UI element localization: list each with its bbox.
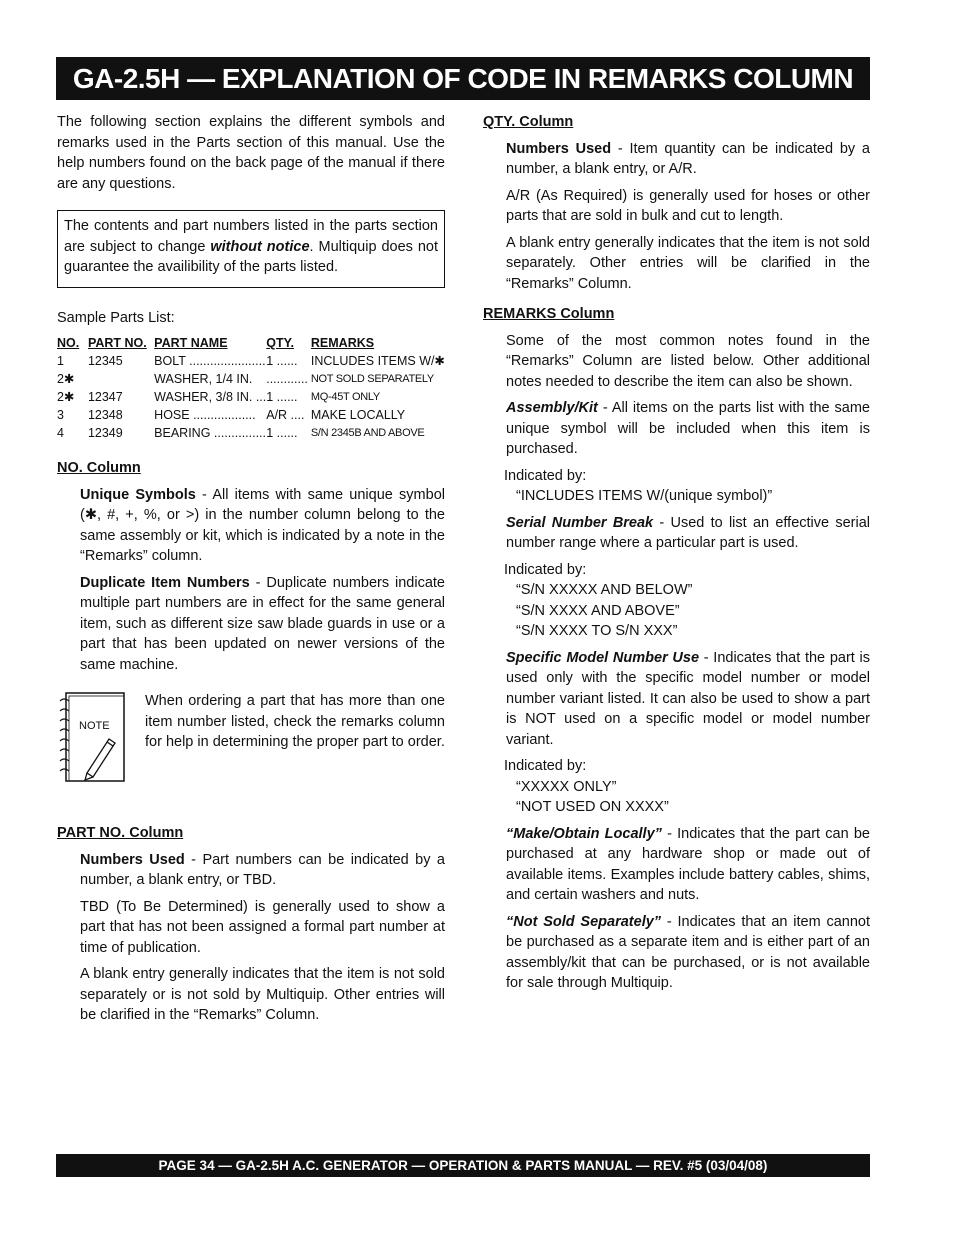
not-sold-separately-text: - Indicates that an item cannot be purchased as a separate item and is either part of an assembly/kit that can be purchased, or is not available for sale through Multiquip. (506, 913, 871, 991)
cell-remarks: INCLUDES ITEMS W/✱ (310, 354, 445, 368)
cell-part-name: BEARING ............... (154, 426, 267, 440)
serial-number-text: - Used to list an effective serial number range where a particular part is used. (506, 514, 870, 551)
part-no-column-heading: PART NO. Column (57, 825, 184, 841)
make-locally-label: “Make/Obtain Locally” (506, 825, 662, 842)
part-blank-entry-paragraph: A blank entry generally indicates that the item is not sold separately or is not sold by Multiquip. Other entries will be clarified in the “Remarks” Column. (80, 966, 445, 1023)
part-numbers-used-label: Numbers Used (80, 851, 185, 868)
serial-indicated-by (504, 560, 870, 642)
qty-column-heading: QTY. Column (483, 114, 574, 130)
cell-remarks: MAKE LOCALLY (310, 408, 406, 422)
cell-qty: 1 ...... (266, 390, 298, 404)
header-remarks: REMARKS (310, 336, 375, 350)
duplicate-numbers-label: Duplicate Item Numbers (80, 574, 250, 591)
cell-part-no (88, 370, 154, 388)
notepad-icon (57, 691, 127, 783)
cell-no: 2✱ (57, 372, 75, 386)
assembly-indicated-by (504, 466, 870, 507)
duplicate-numbers-text: - Duplicate numbers indicate multiple part numbers are in effect for the same general item, such as different size saw blade guards in use or a part that has been updated on newer versions of the same machine. (80, 574, 445, 673)
no-column-heading: NO. Column (57, 460, 141, 476)
duplicate-numbers-paragraph (80, 573, 445, 676)
notice-text-before: The contents and part numbers listed in the parts section are subject to change (64, 218, 438, 255)
model-number-label: Specific Model Number Use (506, 649, 700, 666)
serial-number-label: Serial Number Break (506, 514, 654, 531)
table-row (57, 352, 445, 370)
qty-numbers-used-label: Numbers Used (506, 140, 612, 157)
cell-part-no: 12345 (87, 354, 123, 368)
unique-symbols-text: - All items with same unique symbol (✱, #, +, %, or >) in the number column belong to the same assembly or kit, which is indicated by a note in the “Remarks” column. (80, 486, 445, 564)
table-row (57, 370, 445, 388)
assembly-kit-label: Assembly/Kit (506, 400, 598, 416)
cell-remarks: S/N 2345B AND ABOVE (310, 427, 425, 439)
tbd-paragraph: TBD (To Be Determined) is generally used to show a part that has not been assigned a formal part number at time of publication. (80, 898, 445, 956)
assembly-kit-paragraph (506, 398, 870, 460)
assembly-kit-text: - All items on the parts list with the same unique symbol will be included when this item is purchased. (506, 400, 870, 457)
serial-example-range: “S/N XXXX TO S/N XXX” (516, 623, 678, 639)
table-row (57, 388, 445, 406)
note-text: When ordering a part that has more than one item number listed, check the remarks column for help in determining the proper part to order. (145, 693, 445, 750)
model-example-not-used: “NOT USED ON XXXX” (516, 799, 669, 815)
cell-part-name: WASHER, 3/8 IN. ... (154, 390, 267, 404)
note-icon-label: NOTE (79, 720, 110, 732)
not-sold-separately-paragraph (506, 912, 870, 994)
qty-numbers-used-paragraph (506, 139, 870, 180)
cell-no: 1 (57, 354, 64, 368)
indicated-by-label: Indicated by: (504, 561, 587, 578)
model-example-only: “XXXXX ONLY” (516, 778, 617, 795)
serial-number-paragraph (506, 513, 870, 554)
notice-text-after: . Multiquip does not guarantee the availibility of the parts listed. (64, 238, 438, 275)
make-locally-paragraph (506, 824, 870, 906)
note-callout (57, 691, 445, 783)
cell-no: 4 (57, 426, 64, 440)
notice-box (57, 210, 445, 288)
table-row (57, 406, 445, 424)
cell-qty: 1 ...... (266, 426, 298, 440)
cell-no: 3 (57, 408, 64, 422)
cell-remarks: NOT SOLD SEPARATELY (310, 373, 434, 385)
remarks-column-heading: REMARKS Column (483, 306, 615, 322)
table-header-row (57, 334, 445, 352)
assembly-example: “INCLUDES ITEMS W/(unique symbol)” (516, 488, 773, 504)
model-indicated-by (504, 756, 870, 818)
remarks-intro-paragraph: Some of the most common notes found in the “Remarks” Column are listed below. Other additional notes needed to describe the item can also be shown. (506, 332, 870, 390)
page-title: GA-2.5H — EXPLANATION OF CODE IN REMARKS COLUMN (56, 57, 870, 100)
right-column (483, 112, 870, 1000)
header-part-no: PART NO. (87, 336, 147, 350)
sample-parts-table (57, 334, 445, 442)
notice-emphasis: without notice (210, 238, 310, 255)
table-row (57, 424, 445, 442)
indicated-by-label: Indicated by: (504, 467, 587, 484)
cell-no: 2✱ (57, 390, 75, 404)
header-no: NO. (57, 336, 80, 350)
page-footer: PAGE 34 — GA-2.5H A.C. GENERATOR — OPERATION & PARTS MANUAL — REV. #5 (03/04/08) (56, 1154, 870, 1177)
left-column (57, 112, 445, 1032)
unique-symbols-paragraph (80, 485, 445, 567)
model-number-paragraph (506, 648, 870, 751)
unique-symbols-label: Unique Symbols (80, 486, 196, 503)
indicated-by-label: Indicated by: (504, 758, 587, 774)
cell-remarks: MQ-45T ONLY (310, 391, 380, 403)
cell-qty: 1 ...... (266, 354, 298, 368)
sample-parts-label: Sample Parts List: (57, 309, 175, 326)
part-numbers-used-paragraph (80, 850, 445, 891)
not-sold-separately-label: “Not Sold Separately” (506, 913, 662, 930)
cell-part-name: BOLT ...................... (154, 354, 266, 368)
intro-paragraph: The following section explains the different symbols and remarks used in the Parts section of this manual. Use the help numbers found on the back page of the manual if there are any questions. (57, 114, 445, 192)
cell-qty: A/R .... (266, 408, 305, 422)
cell-part-no: 12347 (87, 390, 123, 404)
cell-part-no: 12348 (87, 408, 123, 422)
cell-part-name: WASHER, 1/4 IN. (154, 372, 253, 386)
cell-part-no: 12349 (87, 426, 123, 440)
make-locally-text: - Indicates that the part can be purchased at any hardware shop or made out of available items. Examples include battery cables, shims, and certain washers and nuts. (506, 825, 870, 903)
ar-paragraph: A/R (As Required) is generally used for hoses or other parts that are sold in bulk and cut to length. (506, 187, 870, 224)
part-numbers-used-text: - Part numbers can be indicated by a number, a blank entry, or TBD. (80, 851, 445, 888)
model-number-text: - Indicates that the part is used only with the specific model number or model number variant listed. It can also be used to show a part is NOT used on a specific model or model number variant. (506, 649, 870, 748)
qty-blank-entry-paragraph: A blank entry generally indicates that the item is not sold separately. Other entries will be clarified in the “Remarks” Column. (506, 234, 870, 292)
header-qty: QTY. (266, 336, 295, 350)
serial-example-above: “S/N XXXX AND ABOVE” (516, 602, 680, 619)
header-part-name: PART NAME (154, 336, 228, 350)
cell-part-name: HOSE .................. (154, 408, 256, 422)
cell-qty: ............ (266, 372, 308, 386)
qty-numbers-used-text: - Item quantity can be indicated by a number, a blank entry, or A/R. (506, 140, 870, 177)
serial-example-below: “S/N XXXXX AND BELOW” (516, 582, 693, 598)
